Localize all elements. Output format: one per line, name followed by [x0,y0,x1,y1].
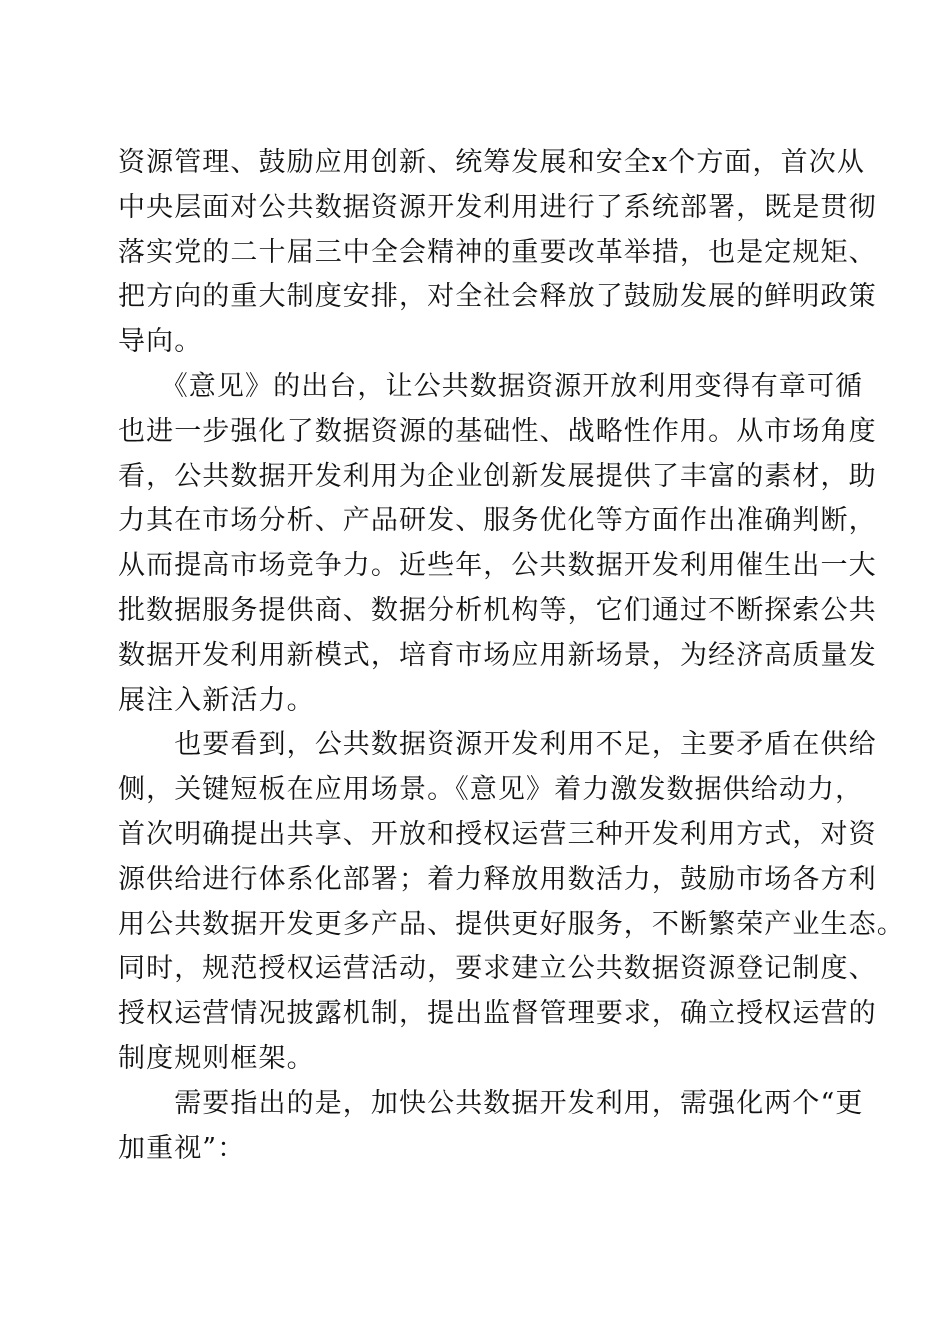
text-line: 资源管理、鼓励应用创新、统筹发展和安全x个方面，首次从 [118,147,865,178]
text-line: 落实党的二十届三中全会精神的重要改革举措，也是定规矩、 [118,236,877,268]
text-line: 用公共数据开发更多产品、提供更好服务，不断繁荣产业生态。 [118,908,905,940]
text-line: 授权运营情况披露机制，提出监督管理要求，确立授权运营的 [118,998,877,1030]
text-line: 导向。 [118,326,203,358]
text-line: 同时，规范授权运营活动，要求建立公共数据资源登记制度、 [118,953,877,985]
text-line: 也要看到，公共数据资源开发利用不足，主要矛盾在供给 [118,729,877,761]
text-line: 力其在市场分析、产品研发、服务优化等方面作出准确判断， [118,505,877,537]
text-line: 批数据服务提供商、数据分析机构等，它们通过不断探索公共 [118,594,877,626]
text-line: 需要指出的是，加快公共数据开发利用，需强化两个“更 [118,1087,864,1119]
text-line: 把方向的重大制度安排，对全社会释放了鼓励发展的鲜明政策 [118,281,877,313]
text-line: 也进一步强化了数据资源的基础性、战略性作用。从市场角度 [118,415,877,447]
document-body [118,141,905,1171]
text-line: 加重视”： [118,1132,246,1164]
text-line: 源供给进行体系化部署；着力释放用数活力，鼓励市场各方利 [118,863,877,895]
text-line: 数据开发利用新模式，培育市场应用新场景，为经济高质量发 [118,639,877,671]
text-line: 侧，关键短板在应用场景。《意见》着力激发数据供给动力， [118,774,864,806]
text-line: 中央层面对公共数据资源开发利用进行了系统部署，既是贯彻 [118,191,877,223]
text-line: 从而提高市场竞争力。近些年，公共数据开发利用催生出一大 [118,550,877,582]
text-line: 看，公共数据开发利用为企业创新发展提供了丰富的素材，助 [118,460,877,492]
text-line: 首次明确提出共享、开放和授权运营三种开发利用方式，对资 [118,818,877,850]
text-line: 展注入新活力。 [118,684,315,716]
text-line: 《意见》的出台，让公共数据资源开放利用变得有章可循 [118,370,864,402]
text-line: 制度规则框架。 [118,1042,315,1074]
